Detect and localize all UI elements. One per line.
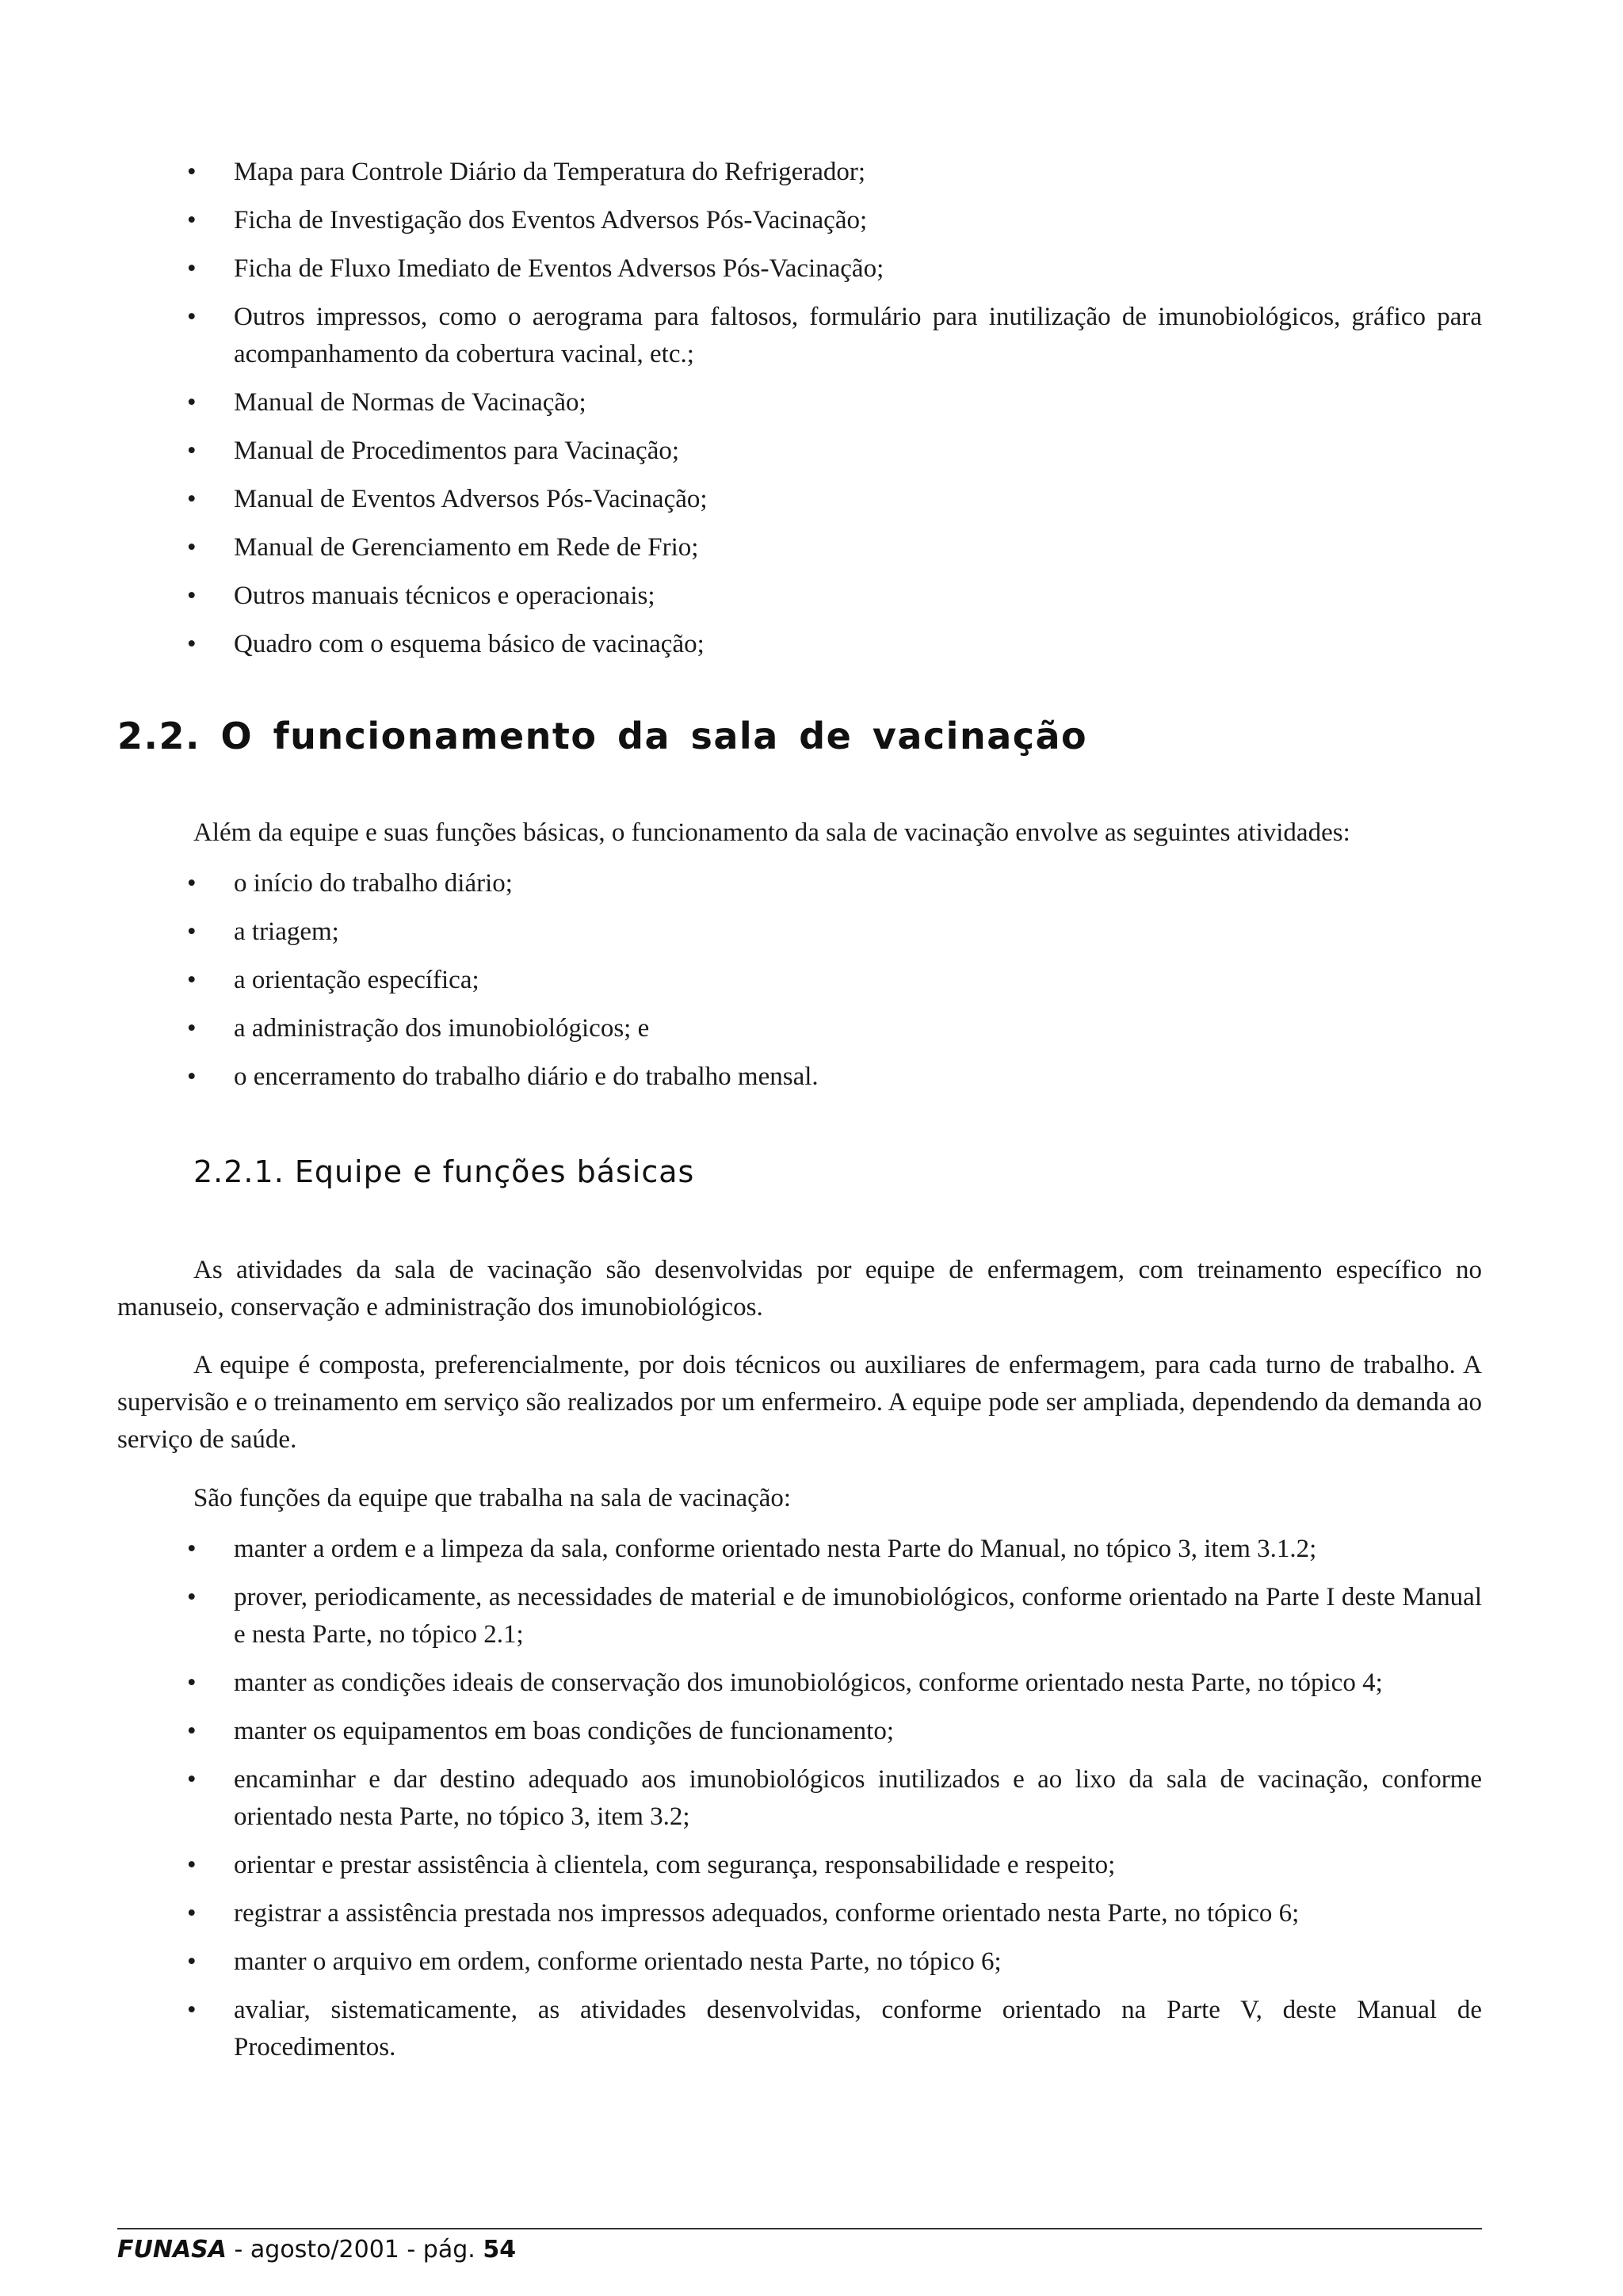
- page-number: 54: [483, 2236, 517, 2264]
- bullet-icon: •: [187, 303, 197, 331]
- bullet-icon: •: [187, 1765, 197, 1794]
- list-item: • Manual de Gerenciamento em Rede de Frio;: [187, 529, 1482, 566]
- bullet-icon: •: [187, 917, 197, 946]
- functions-list: [187, 1531, 1482, 2077]
- bullet-icon: •: [187, 1851, 197, 1879]
- bullet-icon: •: [187, 254, 197, 283]
- bullet-icon: •: [187, 966, 197, 994]
- bullet-icon: •: [187, 1947, 197, 1976]
- activities-list: [187, 865, 1482, 1107]
- footer-brand: FUNASA: [117, 2236, 227, 2264]
- list-item: • manter o arquivo em ordem, conforme orientado nesta Parte, no tópico 6;: [187, 1943, 1482, 1981]
- bullet-icon: •: [187, 1583, 197, 1611]
- list-item: • Manual de Eventos Adversos Pós-Vacinação;: [187, 481, 1482, 518]
- bullet-icon: •: [187, 1996, 197, 2024]
- list-item: • o início do trabalho diário;: [187, 865, 1482, 902]
- list-item: • Mapa para Controle Diário da Temperatura do Refrigerador;: [187, 154, 1482, 191]
- bullet-icon: •: [187, 1899, 197, 1928]
- page-footer: [117, 2236, 516, 2264]
- list-item: • orientar e prestar assistência à clientela, com segurança, responsabilidade e respeito;: [187, 1847, 1482, 1884]
- bullet-icon: •: [187, 388, 197, 417]
- list-item: • Outros manuais técnicos e operacionais;: [187, 578, 1482, 615]
- bullet-icon: •: [187, 1535, 197, 1563]
- bullet-icon: •: [187, 1014, 197, 1043]
- body-paragraph: As atividades da sala de vacinação são desenvolvidas por equipe de enfermagem, com treinamento específico no manuseio, conservação e administração dos imunobiológicos.: [117, 1256, 1482, 1322]
- bullet-icon: •: [187, 437, 197, 465]
- body-paragraph: A equipe é composta, preferencialmente, por dois técnicos ou auxiliares de enfermagem, para cada turno de trabalho. A supervisão e o treinamento em serviço são realizados por um enfermeiro. A equipe pode ser ampliada, dependendo da demanda ao serviço de saúde.: [117, 1351, 1482, 1454]
- list-item: • manter as condições ideais de conservação dos imunobiológicos, conforme orientado nesta Parte, no tópico 4;: [187, 1665, 1482, 1702]
- bullet-icon: •: [187, 206, 197, 235]
- footer-date: - agosto/2001 - pág.: [227, 2236, 483, 2264]
- list-item: • Manual de Normas de Vacinação;: [187, 384, 1482, 421]
- list-item: • Ficha de Fluxo Imediato de Eventos Adversos Pós-Vacinação;: [187, 250, 1482, 288]
- bullet-icon: •: [187, 869, 197, 898]
- subsection-heading: 2.2.1. Equipe e funções básicas: [193, 1154, 695, 1189]
- list-item: • prover, periodicamente, as necessidades de material e de imunobiológicos, conforme orientado na Parte I deste Manual e nesta Parte, no tópico 2.1;: [187, 1579, 1482, 1653]
- bullet-icon: •: [187, 485, 197, 513]
- list-item: • Ficha de Investigação dos Eventos Adversos Pós-Vacinação;: [187, 202, 1482, 239]
- bullet-icon: •: [187, 1669, 197, 1697]
- materials-list: [187, 154, 1482, 674]
- bullet-icon: •: [187, 1062, 197, 1091]
- list-item: • Manual de Procedimentos para Vacinação;: [187, 433, 1482, 470]
- section-heading: 2.2. O funcionamento da sala de vacinação: [117, 715, 1088, 757]
- bullet-icon: •: [187, 533, 197, 562]
- list-item: • encaminhar e dar destino adequado aos imunobiológicos inutilizados e ao lixo da sala de vacinação, conforme orientado nesta Parte, no tópico 3, item 3.2;: [187, 1761, 1482, 1836]
- bullet-icon: •: [187, 1717, 197, 1745]
- list-item: • o encerramento do trabalho diário e do trabalho mensal.: [187, 1058, 1482, 1096]
- list-item: • Quadro com o esquema básico de vacinação;: [187, 626, 1482, 663]
- list-item: • manter os equipamentos em boas condições de funcionamento;: [187, 1713, 1482, 1750]
- list-item: • a administração dos imunobiológicos; e: [187, 1010, 1482, 1047]
- list-item: • avaliar, sistematicamente, as atividades desenvolvidas, conforme orientado na Parte V, deste Manual de Procedimentos.: [187, 1992, 1482, 2066]
- list-item: • registrar a assistência prestada nos impressos adequados, conforme orientado nesta Parte, no tópico 6;: [187, 1895, 1482, 1932]
- list-item: • Outros impressos, como o aerograma para faltosos, formulário para inutilização de imunobiológicos, gráfico para acompanhamento da cobertura vacinal, etc.;: [187, 299, 1482, 373]
- list-item: • a orientação específica;: [187, 962, 1482, 999]
- footer-divider: [117, 2228, 1482, 2229]
- bullet-icon: •: [187, 158, 197, 186]
- section-intro: Além da equipe e suas funções básicas, o funcionamento da sala de vacinação envolve as seguintes atividades:: [193, 818, 1350, 847]
- bullet-icon: •: [187, 630, 197, 658]
- list-item: • manter a ordem e a limpeza da sala, conforme orientado nesta Parte do Manual, no tópico 3, item 3.1.2;: [187, 1531, 1482, 1568]
- list-item: • a triagem;: [187, 913, 1482, 951]
- bullet-icon: •: [187, 582, 197, 610]
- functions-intro: São funções da equipe que trabalha na sala de vacinação:: [193, 1484, 792, 1512]
